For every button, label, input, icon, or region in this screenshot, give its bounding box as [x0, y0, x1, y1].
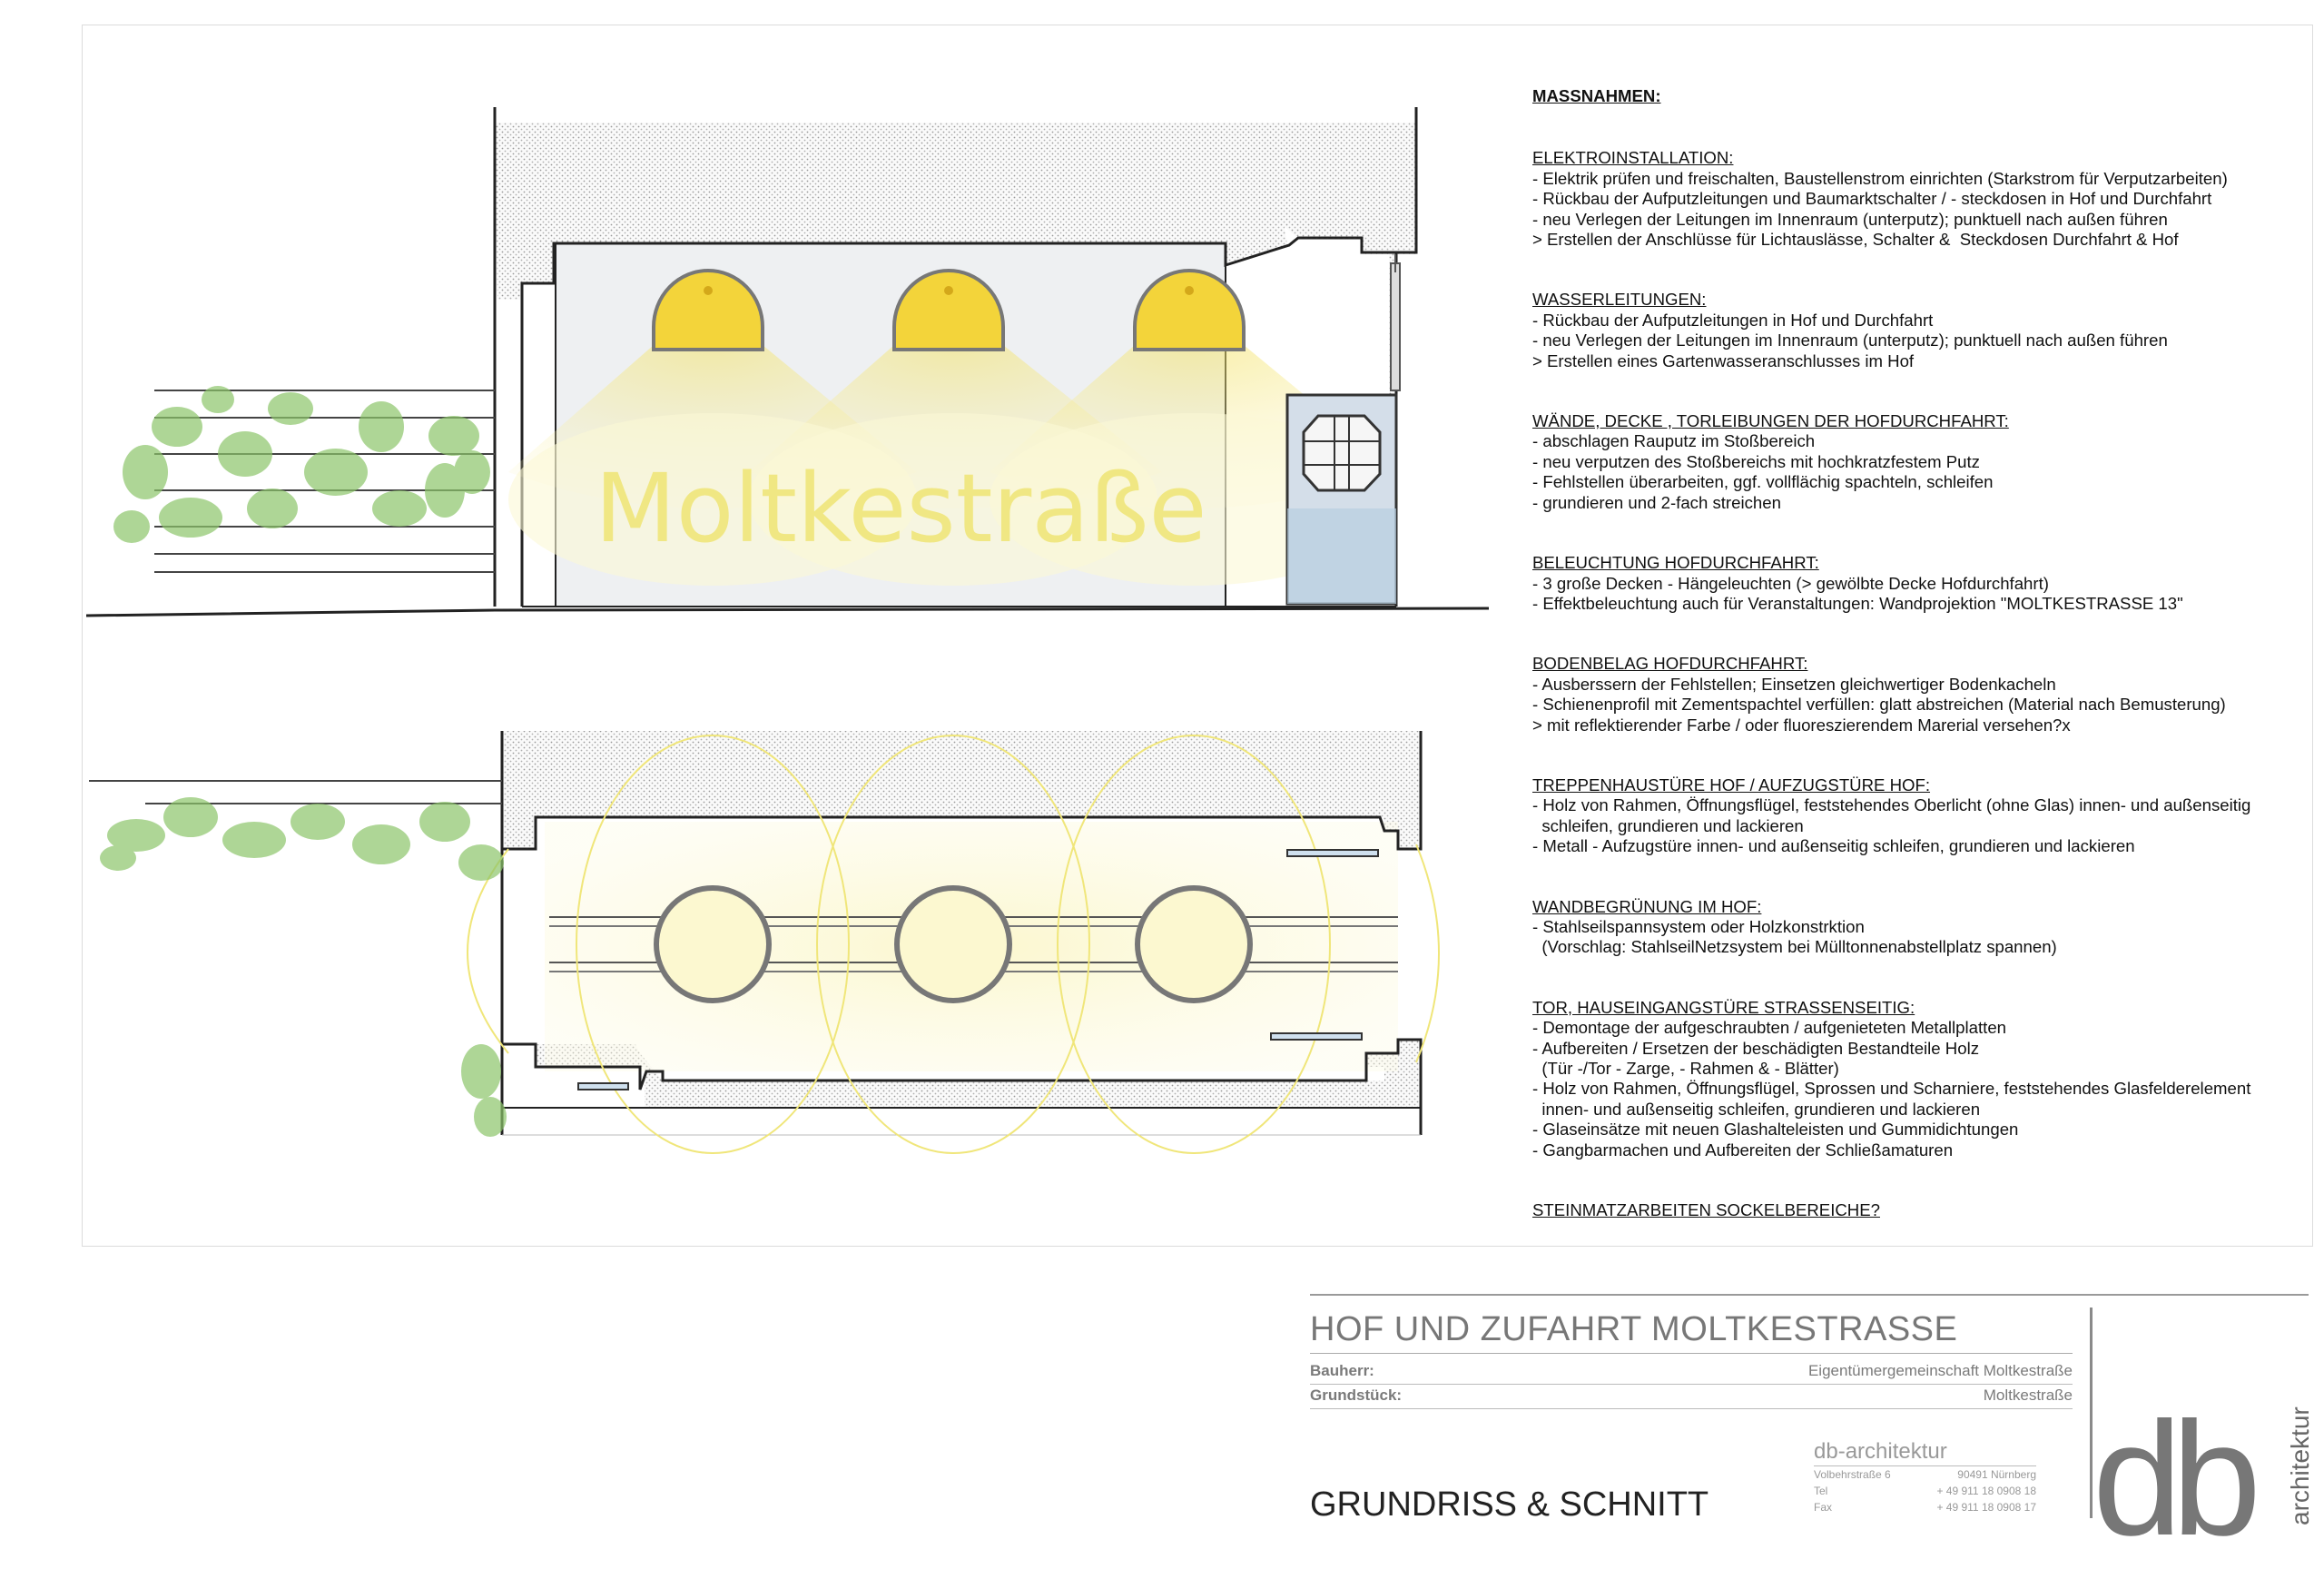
section-line: - neu Verlegen der Leitungen im Innenraum (unterputz); punktuell nach außen führen	[1532, 331, 2168, 350]
measures-section	[1532, 775, 2313, 857]
greenery-trellis-section	[113, 386, 495, 572]
section-heading: TOR, HAUSEINGANGSTÜRE STRASSENSEITIG:	[1532, 997, 1915, 1017]
section-heading: WANDBEGRÜNUNG IM HOF:	[1532, 896, 1762, 916]
section-line: - Rückbau der Aufputzleitungen und Baumarktschalter / - steckdosen in Hof und Durchfahrt	[1532, 189, 2212, 209]
measures-sections	[1532, 148, 2313, 1220]
titleblock-rule	[1310, 1353, 2073, 1354]
measures-list	[1532, 86, 2313, 1260]
plan-lamps	[656, 888, 1250, 1001]
section-line: (Vorschlag: StahlseilNetzsystem bei Mülltonnenabstellplatz spannen)	[1532, 937, 2057, 957]
section-heading: BELEUCHTUNG HOFDURCHFAHRT:	[1532, 553, 1819, 573]
section-line: - Effektbeleuchtung auch für Veranstaltungen: Wandprojektion "MOLTKESTRASSE 13"	[1532, 593, 2183, 613]
office-name: db-architektur	[1814, 1439, 2036, 1466]
section-heading: ELEKTROINSTALLATION:	[1532, 148, 1734, 168]
section-heading: TREPPENHAUSTÜRE HOF / AUFZUGSTÜRE HOF:	[1532, 775, 1931, 794]
section-line: - Holz von Rahmen, Öffnungsflügel, feststehendes Oberlicht (ohne Glas) innen- und außenseitig	[1532, 795, 2251, 815]
section-line: - Glaseinsätze mit neuen Glashalteleisten und Gummidichtungen	[1532, 1120, 2019, 1140]
measures-section	[1532, 654, 2313, 735]
office-street: Volbehrstraße 6	[1814, 1468, 1891, 1481]
courtyard-door	[1287, 395, 1396, 604]
measures-section	[1532, 553, 2313, 614]
titleblock-rule-top	[1310, 1294, 2309, 1296]
office-tel-row	[1814, 1483, 2036, 1499]
section-line: - Holz von Rahmen, Öffnungsflügel, Sprossen und Scharniere, feststehendes Glasfelderelement	[1532, 1079, 2251, 1099]
measures-title: MASSNAHMEN:	[1532, 86, 1661, 105]
section-line: - Rückbau der Aufputzleitungen in Hof und Durchfahrt	[1532, 310, 1934, 330]
section-heading: WÄNDE, DECKE , TORLEIBUNGEN DER HOFDURCHFAHRT:	[1532, 411, 2009, 431]
project-title: HOF UND ZUFAHRT MOLTKESTRASSE	[1310, 1310, 1958, 1348]
grundstueck-row	[1310, 1386, 2073, 1409]
bauherr-row	[1310, 1362, 2073, 1385]
section-heading: WASSERLEITUNGEN:	[1532, 290, 1707, 310]
section-line: - neu Verlegen der Leitungen im Innenraum (unterputz); punktuell nach außen führen	[1532, 209, 2168, 229]
section-view	[86, 107, 1489, 616]
downpipe	[1391, 254, 1400, 390]
measures-section	[1532, 290, 2313, 371]
plan-view	[89, 731, 1439, 1153]
office-block	[1814, 1439, 2036, 1515]
section-line: > Erstellen der Anschlüsse für Lichtauslässe, Schalter & Steckdosen Durchfahrt & Hof	[1532, 230, 2179, 250]
section-line: - Demontage der aufgeschraubten / aufgenieteten Metallplatten	[1532, 1018, 2007, 1038]
section-line: - Aufbereiten / Ersetzen der beschädigten Bestandteile Holz	[1532, 1038, 1979, 1058]
section-line: > mit reflektierender Farbe / oder fluoreszierendem Marerial versehen?x	[1532, 715, 2071, 735]
office-fax: + 49 911 18 0908 17	[1936, 1501, 2036, 1514]
section-heading: BODENBELAG HOFDURCHFAHRT:	[1532, 654, 1808, 674]
office-tel: + 49 911 18 0908 18	[1936, 1485, 2036, 1497]
section-line: - Elektrik prüfen und freischalten, Baustellenstrom einrichten (Starkstrom für Verputzarbeiten)	[1532, 168, 2228, 188]
office-tel-label: Tel	[1814, 1485, 1828, 1497]
bauherr-label: Bauherr:	[1310, 1362, 1374, 1379]
office-address-row	[1814, 1466, 2036, 1483]
section-line: - Metall - Aufzugstüre innen- und außenseitig schleifen, grundieren und lackieren	[1532, 836, 2135, 856]
pendant-lamps	[654, 271, 1244, 350]
section-line: - 3 große Decken - Hängeleuchten (> gewölbte Decke Hofdurchfahrt)	[1532, 573, 2049, 593]
section-line: - Schienenprofil mit Zementspachtel verfüllen: glatt abstreichen (Material nach Bemusterung)	[1532, 695, 2226, 715]
measures-section	[1532, 148, 2313, 250]
section-line: (Tür -/Tor - Zarge, - Rahmen & - Blätter)	[1532, 1059, 1839, 1078]
plan-title: GRUNDRISS & SCHNITT	[1310, 1485, 1709, 1524]
logo-architektur-text: architektur	[2286, 1406, 2314, 1525]
section-line: - Fehlstellen überarbeiten, ggf. vollflächig spachteln, schleifen	[1532, 472, 1994, 492]
ground-line	[86, 608, 1489, 616]
grundstueck-label: Grundstück:	[1310, 1386, 1403, 1404]
measures-section	[1532, 1200, 2313, 1220]
section-line: schleifen, grundieren und lackieren	[1532, 815, 1804, 835]
bauherr-value: Eigentümergemeinschaft Moltkestraße	[1807, 1362, 2073, 1379]
section-line: - Ausberssern der Fehlstellen; Einsetzen gleichwertiger Bodenkacheln	[1532, 674, 2056, 694]
section-heading: STEINMATZARBEITEN SOCKELBEREICHE?	[1532, 1200, 1880, 1220]
measures-section	[1532, 897, 2313, 958]
office-city: 90491 Nürnberg	[1957, 1468, 2036, 1481]
section-line: - Stahlseilspannsystem oder Holzkonstrktion	[1532, 916, 1865, 936]
section-line: - abschlagen Rauputz im Stoßbereich	[1532, 431, 1816, 451]
section-line: - neu verputzen des Stoßbereichs mit hochkratzfestem Putz	[1532, 451, 1980, 471]
section-line: - grundieren und 2-fach streichen	[1532, 492, 1781, 512]
wall-projection-text: Moltkestraße	[595, 453, 1207, 564]
office-fax-label: Fax	[1814, 1501, 1833, 1514]
grundstueck-value: Moltkestraße	[1983, 1386, 2073, 1404]
measures-section	[1532, 998, 2313, 1160]
greenery-plan	[100, 797, 507, 1137]
db-logo: db	[2093, 1388, 2250, 1569]
section-line: - Gangbarmachen und Aufbereiten der Schließamaturen	[1532, 1140, 1954, 1159]
section-line: > Erstellen eines Gartenwasseranschlusses im Hof	[1532, 350, 1915, 370]
measures-section	[1532, 411, 2313, 513]
section-line: innen- und außenseitig schleifen, grundieren und lackieren	[1532, 1099, 1981, 1119]
office-fax-row	[1814, 1499, 2036, 1515]
